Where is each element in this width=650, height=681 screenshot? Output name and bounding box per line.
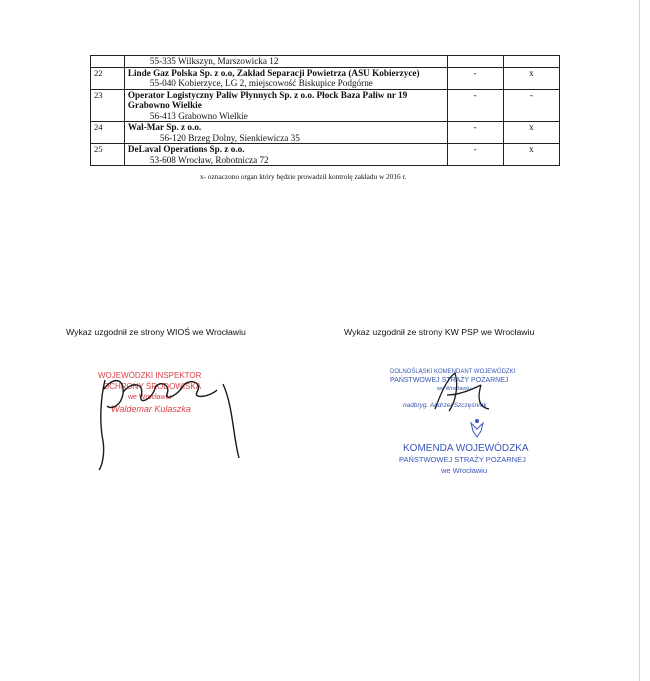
row-number: 22	[91, 67, 125, 89]
wios-mark: -	[447, 122, 503, 144]
kwpsp-stamp-line3: we Wrocławiu	[437, 386, 471, 392]
continuation-address: 55-335 Wilkszyn, Marszowicka 12	[149, 56, 279, 66]
plant-name: Operator Logistyczny Paliw Płynnych Sp. z o.o. Płock Baza Paliw nr 19 Grabowno Wielkie	[127, 89, 408, 110]
kwpsp-mark: x	[503, 67, 559, 89]
table-row-continuation	[91, 56, 560, 68]
wios-stamp-line1: WOJEWÓDZKI INSPEKTOR	[98, 371, 202, 380]
row-number: 25	[91, 144, 125, 166]
plant-address: 56-413 Grabowno Wielkie	[149, 110, 248, 121]
approval-kwpsp-text: Wykaz uzgodnił ze strony KW PSP we Wrocławiu	[344, 327, 535, 337]
kwpsp-mark: x	[503, 122, 559, 144]
wios-stamp	[93, 366, 253, 476]
table-footnote: x- oznaczono organ który będzie prowadził kontrolę zakładu w 2016 r.	[200, 172, 407, 181]
eagle-emblem-icon	[471, 419, 483, 437]
table-row	[91, 89, 560, 122]
office-stamp-line3: we Wrocławiu	[441, 466, 488, 475]
wios-mark: -	[447, 89, 503, 122]
table-row	[91, 122, 560, 144]
kwpsp-mark: -	[503, 89, 559, 122]
plant-address: 56-120 Brzeg Dolny, Sienkiewicza 35	[159, 132, 300, 143]
wios-mark: -	[447, 67, 503, 89]
plant-name: Wal-Mar Sp. z o.o.	[127, 122, 202, 132]
kwpsp-stamp-line2: PAŃSTWOWEJ STRAŻY POŻARNEJ	[390, 377, 509, 384]
wios-stamp-line3: we Wrocławiu	[128, 394, 172, 401]
table-row	[91, 67, 560, 89]
plants-table	[90, 55, 560, 166]
wios-stamp-name: Waldemar Kulaszka	[111, 404, 191, 414]
scan-edge-line	[639, 0, 640, 681]
kwpsp-stamp	[385, 365, 565, 485]
table-row	[91, 144, 560, 166]
row-number: 23	[91, 89, 125, 122]
approval-wios-text: Wykaz uzgodnił ze strony WIOŚ we Wrocławiu	[66, 327, 246, 337]
office-stamp-line2: PAŃSTWOWEJ STRAŻY POŻARNEJ	[399, 455, 526, 464]
office-stamp-line1: KOMENDA WOJEWÓDZKA	[403, 443, 529, 454]
plant-address: 55-040 Kobierzyce, LG 2, miejscowość Biskupice Podgórne	[149, 78, 373, 88]
kwpsp-stamp-line1: DOLNOŚLĄSKI KOMENDANT WOJEWÓDZKI	[390, 369, 516, 375]
plant-name: Linde Gaz Polska Sp. z o.o, Zakład Separacji Powietrza (ASU Kobierzyce)	[127, 67, 420, 78]
kwpsp-mark: x	[503, 144, 559, 166]
kwpsp-stamp-name: nadbryg. Andrzej Szczęśniak	[403, 402, 487, 409]
plant-address: 53-608 Wrocław, Robotnicza 72	[149, 154, 269, 165]
plant-name: DeLaval Operations Sp. z o.o.	[127, 144, 245, 154]
row-number: 24	[91, 122, 125, 144]
wios-stamp-line2: OCHRONY ŚRODOWISKA	[103, 382, 202, 391]
wios-mark: -	[447, 144, 503, 166]
